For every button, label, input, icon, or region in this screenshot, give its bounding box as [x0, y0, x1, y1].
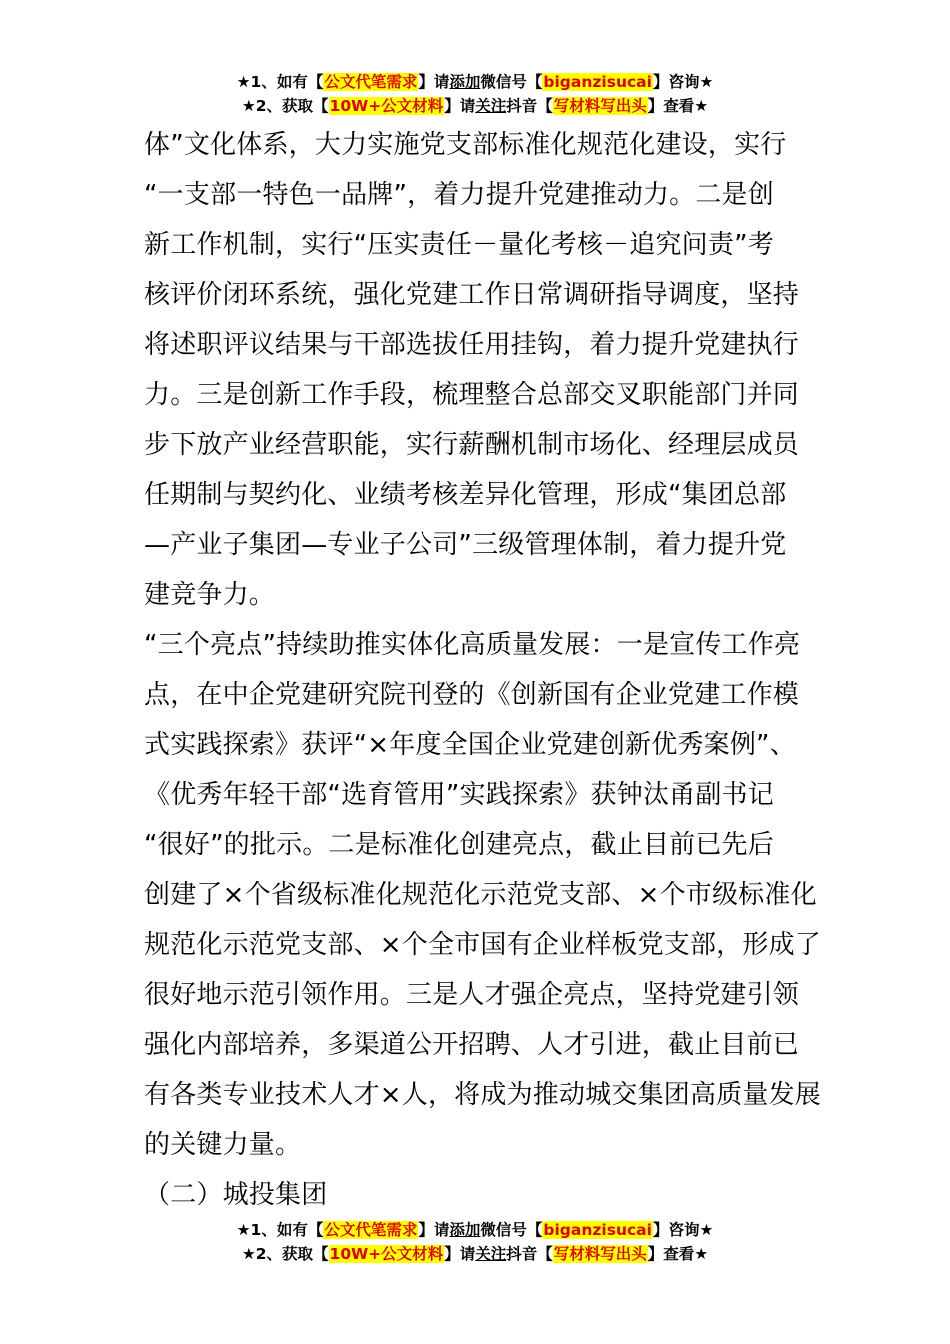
star-icon: ★	[241, 97, 256, 115]
body-line: 强化内部培养，多渠道公开招聘、人才引进，截止目前已	[144, 1030, 800, 1060]
body-line: 的关键力量。	[144, 1130, 302, 1160]
body-line: 点，在中企党建研究院刊登的《创新国有企业党建工作模	[144, 680, 800, 710]
star-icon: ★	[694, 97, 709, 115]
star-icon: ★	[236, 73, 251, 91]
body-line: “一支部一特色一品牌”，着力提升党建推动力。二是创	[144, 180, 774, 210]
highlight-materials: 10W+公文材料	[329, 97, 444, 115]
body-line: —产业子集团—专业子公司”三级管理体制，着力提升党	[144, 530, 787, 560]
body-line: 步下放产业经营职能，实行薪酬机制市场化、经理层成员	[144, 430, 800, 460]
highlight-need: 公文代笔需求	[324, 73, 418, 91]
body-line: 很好地示范引领作用。三是人才强企亮点，坚持党建引领	[144, 980, 800, 1010]
star-icon: ★	[694, 1245, 709, 1263]
banner-line-2: ★2、获取【10W+公文材料】请关注抖音【写材料写出头】查看★	[241, 1245, 709, 1263]
body-line: 将述职评议结果与干部选拔任用挂钩，着力提升党建执行	[144, 330, 800, 360]
body-line: 规范化示范党支部、×个全市国有企业样板党支部，形成了	[144, 930, 821, 960]
body-line: “很好”的批示。二是标准化创建亮点，截止目前已先后	[144, 830, 774, 860]
section-heading: （二）城投集团	[144, 1180, 328, 1210]
highlight-douyin: 写材料写出头	[553, 97, 647, 115]
star-icon: ★	[699, 73, 714, 91]
star-icon: ★	[241, 1245, 256, 1263]
body-line: 《优秀年轻干部“选育管用”实践探索》获钟汰甬副书记	[144, 780, 774, 810]
banner-line-2: ★2、获取【10W+公文材料】请关注抖音【写材料写出头】查看★	[241, 97, 709, 115]
header-banner	[0, 70, 950, 118]
body-line: “三个亮点”持续助推实体化高质量发展：一是宣传工作亮	[144, 630, 801, 660]
banner-line-1: ★1、如有【公文代笔需求】请添加微信号【biganzisucai】咨询★	[236, 1221, 714, 1239]
highlight-douyin: 写材料写出头	[553, 1245, 647, 1263]
highlight-wechat-id: biganzisucai	[543, 73, 652, 91]
highlight-wechat-id: biganzisucai	[543, 1221, 652, 1239]
body-line: 力。三是创新工作手段，梳理整合总部交叉职能部门并同	[144, 380, 800, 410]
document-body	[144, 120, 821, 1220]
body-line: 核评价闭环系统，强化党建工作日常调研指导调度，坚持	[144, 280, 800, 310]
body-line: 新工作机制，实行“压实责任－量化考核－追究问责”考	[144, 230, 774, 260]
body-line: 式实践探索》获评“×年度全国企业党建创新优秀案例”、	[144, 730, 796, 760]
highlight-need: 公文代笔需求	[324, 1221, 418, 1239]
body-line: 有各类专业技术人才×人，将成为推动城交集团高质量发展	[144, 1080, 821, 1110]
banner-line-1: ★1、如有【公文代笔需求】请添加微信号【biganzisucai】咨询★	[236, 73, 714, 91]
footer-banner	[0, 1218, 950, 1266]
body-line: 创建了×个省级标准化规范化示范党支部、×个市级标准化	[144, 880, 817, 910]
body-line: 体”文化体系，大力实施党支部标准化规范化建设，实行	[144, 130, 787, 160]
highlight-materials: 10W+公文材料	[329, 1245, 444, 1263]
star-icon: ★	[236, 1221, 251, 1239]
body-line: 任期制与契约化、业绩考核差异化管理，形成“集团总部	[144, 480, 787, 510]
body-line: 建竞争力。	[144, 580, 276, 610]
star-icon: ★	[699, 1221, 714, 1239]
